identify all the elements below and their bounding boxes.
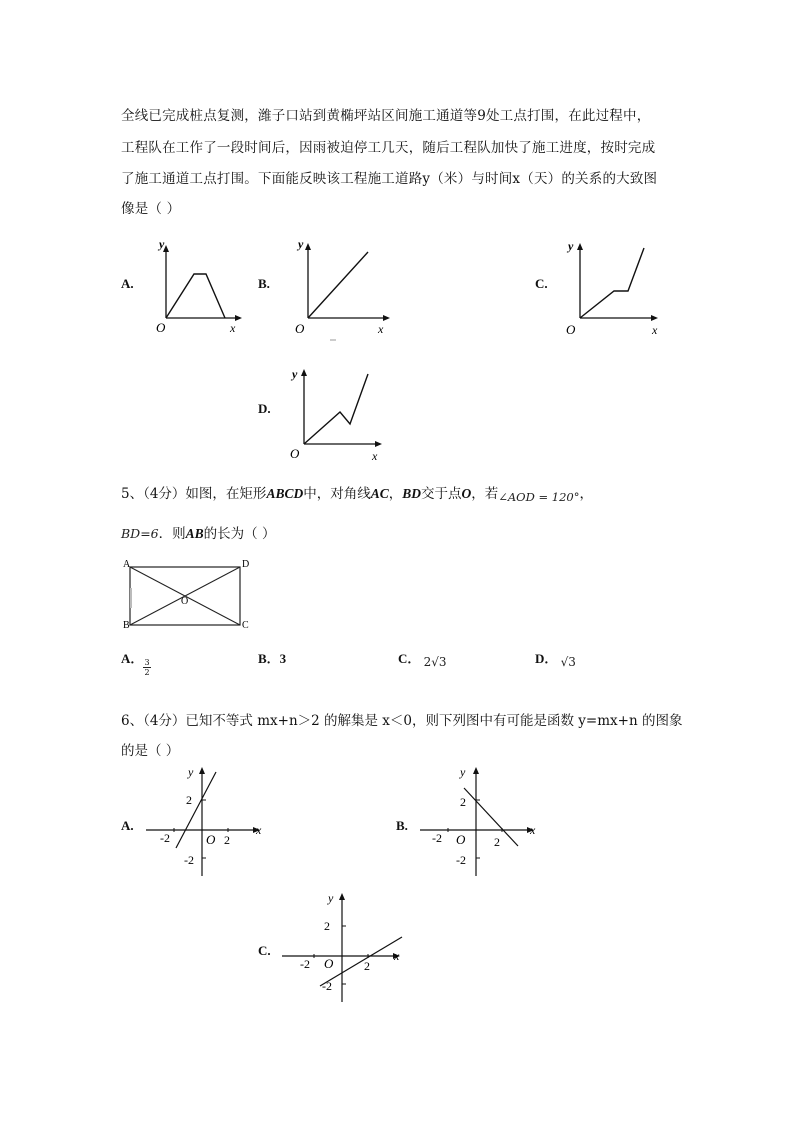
q5-text: 交于点 (420, 486, 462, 502)
q5-option-c[interactable] (398, 648, 447, 667)
origin-label: O (290, 446, 300, 461)
q4-line-4: 像是（ ） (121, 201, 181, 217)
y-axis-label: y (159, 237, 165, 251)
tick-minus-2: -2 (456, 853, 466, 867)
origin-label: O (456, 832, 466, 847)
q4-option-c-label[interactable]: C. (535, 276, 548, 291)
q6-graph-b (414, 764, 544, 880)
q5-bd-value: BD=6 (121, 526, 159, 541)
y-axis-label: y (328, 891, 334, 905)
q6-line-2: 的是（ ） (121, 743, 180, 759)
tick-minus-2: -2 (160, 831, 170, 845)
q6-option-c-label[interactable]: C. (258, 943, 271, 958)
x-axis-label: x (378, 322, 384, 336)
tick-minus-2: -2 (432, 831, 442, 845)
x-axis-label: x (256, 823, 262, 837)
rect-label-d: D (242, 559, 250, 570)
fraction-numerator: 3 (144, 658, 150, 667)
q5-option-a-fraction (143, 658, 151, 677)
tick-minus-2: -2 (300, 957, 310, 971)
q5-option-c-value: 2√3 (423, 655, 447, 669)
q5-text: ，若 (471, 486, 499, 502)
tick-2: 2 (224, 833, 230, 847)
q6-option-b-label[interactable]: B. (396, 818, 408, 833)
origin-label: O (324, 956, 334, 971)
rect-label-a: A (123, 559, 131, 570)
q5-option-d-label: D． (535, 651, 558, 666)
rect-label-o: O (181, 596, 189, 607)
y-axis-label: y (460, 765, 466, 779)
q5-o: O (461, 486, 472, 501)
q6-option-a-label[interactable]: A. (121, 818, 134, 833)
tick-minus-2: -2 (322, 979, 332, 993)
q5-line-1 (121, 482, 593, 502)
q4-graph-a (150, 236, 250, 336)
q4-option-a-label[interactable]: A. (121, 276, 134, 291)
rect-label-b: B (123, 620, 130, 630)
q5-angle-formula: ∠AOD = 120° (498, 490, 580, 504)
q5-option-a[interactable] (121, 648, 143, 667)
q5-ab: AB (185, 526, 204, 541)
tick-2: 2 (494, 835, 500, 849)
tick-minus-2: -2 (184, 853, 194, 867)
q5-text: 的长为（ ） (203, 526, 276, 542)
q5-line-2 (121, 522, 275, 542)
q5-text: 中，对角线 (303, 486, 371, 502)
x-axis-label: x (530, 823, 536, 837)
tick-2: 2 (460, 795, 466, 809)
q6-graph-c (280, 890, 410, 1006)
tick-2: 2 (364, 959, 370, 973)
q4-graph-d (286, 362, 391, 466)
x-axis-label: x (372, 449, 378, 463)
q5-text: 5、（4分）如图，在矩形 (121, 486, 267, 502)
q5-option-b-value: 3 (279, 651, 287, 666)
origin-label: O (156, 320, 166, 335)
q5-text: ， (388, 486, 403, 502)
q5-option-d[interactable] (535, 648, 576, 667)
q5-ac: AC (370, 486, 389, 501)
tick-2: 2 (324, 919, 330, 933)
q5-option-c-label: C． (398, 651, 421, 666)
origin-label: O (566, 322, 576, 337)
y-axis-label: y (188, 765, 194, 779)
q5-text: ．则 (158, 526, 186, 542)
y-axis-label: y (298, 237, 304, 251)
q5-text: ， (579, 486, 593, 502)
x-axis-label: x (230, 321, 236, 335)
x-axis-label: x (394, 949, 400, 963)
q4-line-1: 全线已完成桩点复测，潍子口站到黄椭坪站区间施工通道等9处工点打围，在此过程中， (121, 108, 651, 124)
x-axis-label: x (652, 323, 658, 337)
q4-line-3: 了施工通道工点打围。下面能反映该工程施工道路y（米）与时间x（天）的关系的大致图 (121, 171, 658, 187)
q6-graph-a (140, 764, 270, 880)
y-axis-label: y (568, 239, 574, 253)
q5-option-b[interactable] (258, 648, 286, 667)
q5-bd: BD (402, 486, 421, 501)
tick-2: 2 (186, 793, 192, 807)
origin-label: O (295, 321, 305, 336)
y-axis-label: y (292, 367, 298, 381)
origin-label: O (206, 832, 216, 847)
q5-option-a-label: A． (121, 651, 144, 666)
q4-line-2: 工程队在工作了一段时间后，因雨被迫停工几天，随后工程队加快了施工进度，按时完成 (121, 140, 656, 156)
q4-option-b-label[interactable]: B. (258, 276, 270, 291)
q4-graph-c (562, 236, 667, 340)
fraction-denominator: 2 (144, 668, 150, 677)
q4-option-d-label[interactable]: D. (258, 401, 271, 416)
q5-option-b-label: B． (258, 651, 280, 666)
rect-label-c: C (242, 620, 249, 630)
q5-option-d-value: √3 (560, 655, 576, 669)
q5-rectangle-figure (120, 558, 252, 630)
q6-line-1: 6、（4分）已知不等式 mx+n＞2 的解集是 x＜0，则下列图中有可能是函数 y=mx+n 的图象 (121, 713, 683, 729)
q4-graph-b (290, 236, 400, 344)
q5-abcd: ABCD (266, 486, 304, 501)
